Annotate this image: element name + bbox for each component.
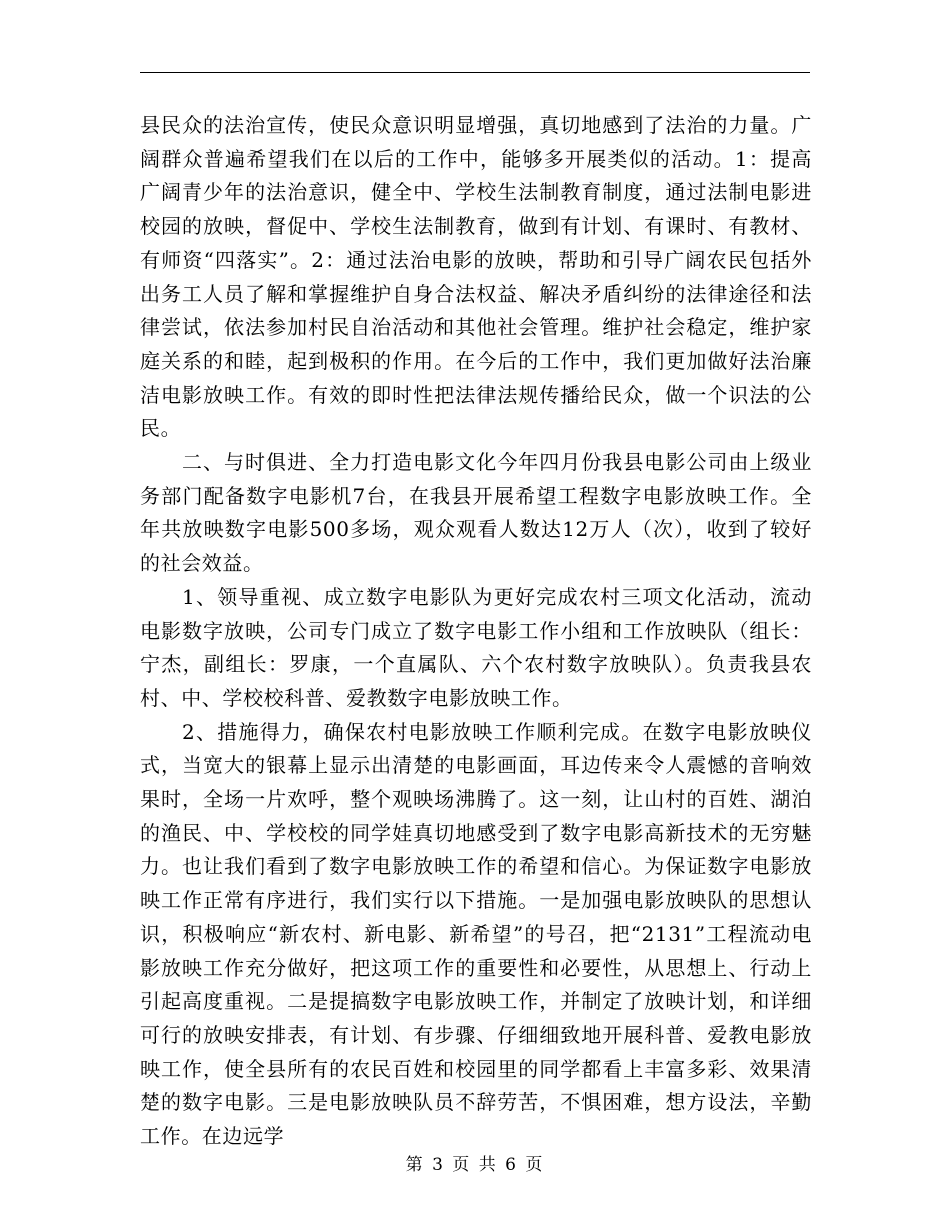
header-rule: [140, 72, 810, 73]
page-number: 第 3 页 共 6 页: [405, 1155, 545, 1175]
document-body: [140, 109, 812, 1154]
paragraph-legal-publicity: 县民众的法治宣传，使民众意识明显增强，真切地感到了法治的力量。广阔群众普遍希望我们在以后的工作中，能够多开展类似的活动。1：提高广阔青少年的法治意识，健全中、学校生法制教育制度，通过法制电影进校园的放映，督促中、学校生法制教育，做到有计划、有课时、有教材、有师资“四落实”。2：通过法治电影的放映，帮助和引导广阔农民包括外出务工人员了解和掌握维护自身合法权益、解决矛盾纠纷的法律途径和法律尝试，依法参加村民自治活动和其他社会管理。维护社会稳定，维护家庭关系的和睦，起到极积的作用。在今后的工作中，我们更加做好法治廉洁电影放映工作。有效的即时性把法律法规传播给民众，做一个识法的公民。: [140, 113, 812, 441]
paragraph-section-two-heading: 二、与时俱进、全力打造电影文化今年四月份我县电影公司由上级业务部门配备数字电影机7台，在我县开展希望工程数字电影放映工作。全年共放映数字电影500多场，观众观看人数达12万人（次），收到了较好的社会效益。: [140, 450, 812, 576]
paragraph-measures: 2、措施得力，确保农村电影放映工作顺利完成。在数字电影放映仪式，当宽大的银幕上显示出清楚的电影画面，耳边传来令人震憾的音响效果时，全场一片欢呼，整个观映场沸腾了。这一刻，让山村的百姓、湖泊的渔民、中、学校校的同学娃真切地感受到了数字电影高新技术的无穷魅力。也让我们看到了数字电影放映工作的希望和信心。为保证数字电影放映工作正常有序进行，我们实行以下措施。一是加强电影放映队的思想认识，积极响应“新农村、新电影、新希望”的号召，把“2131”工程流动电影放映工作充分做好，把这项工作的重要性和必要性，从思想上、行动上引起高度重视。二是提搞数字电影放映工作，并制定了放映计划，和详细可行的放映安排表，有计划、有步骤、仔细细致地开展科普、爱教电影放映工作，使全县所有的农民百姓和校园里的同学都看上丰富多彩、效果清楚的数字电影。三是电影放映队员不辞劳苦，不惧困难，想方设法，辛勤工作。在边远学: [140, 719, 812, 1149]
paragraph-leadership: 1、领导重视、成立数字电影队为更好完成农村三项文化活动，流动电影数字放映，公司专门成立了数字电影工作小组和工作放映队（组长：宁杰，副组长：罗康，一个直属队、六个农村数字放映队）。负责我县农村、中、学校校科普、爱教数字电影放映工作。: [140, 584, 812, 710]
